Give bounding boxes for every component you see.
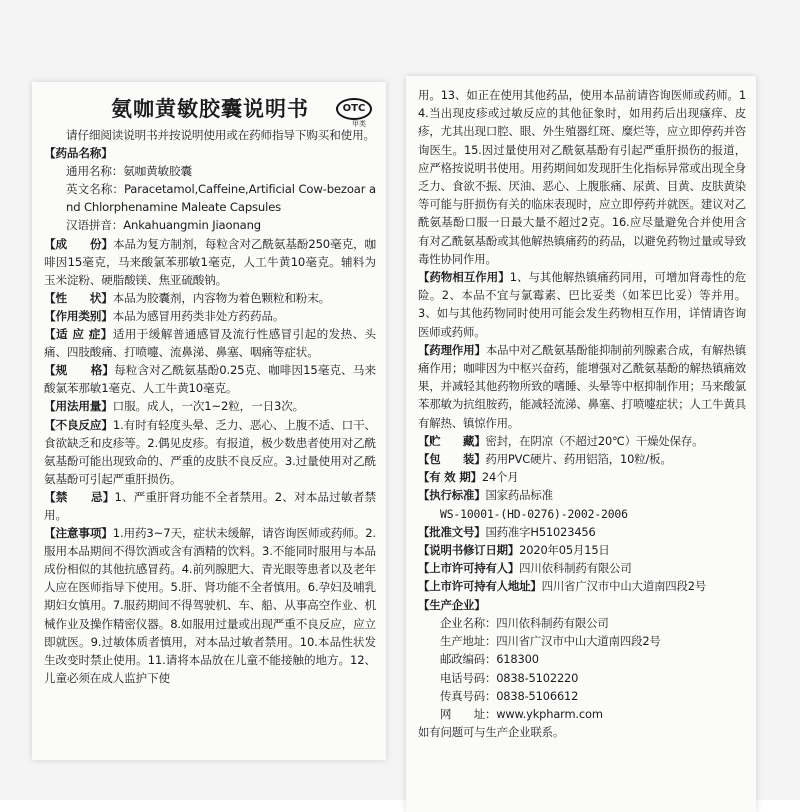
- section-9: [418, 541, 746, 559]
- section-label: 【包 装】: [418, 452, 486, 467]
- section-text: 24个月: [481, 470, 519, 485]
- section-text: 2020年05月15日: [519, 543, 610, 558]
- section-text: 密封，在阴凉（不超过20℃）干燥处保存。: [485, 433, 704, 448]
- section-text: 通用名称：氨咖黄敏胶囊: [66, 164, 192, 179]
- section-text: 如有问题可与生产企业联系。: [418, 725, 565, 740]
- section-text: 网 址：www.ykpharm.com: [440, 706, 603, 721]
- section-label: 【性 状】: [44, 290, 113, 305]
- section-text: 电话号码：0838-5102220: [440, 670, 579, 685]
- section-8: [44, 361, 376, 397]
- section-label: 【药品名称】: [44, 146, 113, 161]
- right-sections: [418, 86, 746, 741]
- section-1: [418, 268, 746, 341]
- section-label: 【用法用量】: [44, 399, 113, 414]
- section-label: 【禁 忌】: [44, 489, 115, 504]
- section-label: 【有 效 期】: [418, 470, 482, 485]
- section-text: 本品为感冒用药类非处方药药品。: [112, 308, 285, 323]
- section-text: 国药准字H51023456: [485, 524, 596, 539]
- section-6: [44, 307, 376, 325]
- section-4: [418, 450, 746, 468]
- section-4: [44, 235, 376, 289]
- section-10: [418, 559, 746, 577]
- section-16: [418, 669, 746, 687]
- section-9: [44, 397, 376, 415]
- section-8: [418, 523, 746, 541]
- section-label: 【生产企业】: [418, 597, 486, 612]
- section-label: 【执行标准】: [418, 488, 486, 503]
- section-text: 1、严重肝肾功能不全者禁用。2、对本品过敏者禁用。: [44, 489, 376, 522]
- section-label: 【药理作用】: [418, 342, 486, 357]
- section-15: [418, 650, 746, 668]
- section-3: [44, 216, 376, 234]
- section-label: 【作用类别】: [44, 308, 113, 323]
- section-14: [418, 632, 746, 650]
- section-11: [44, 488, 376, 524]
- section-text: 本品为胶囊剂，内容物为着色颗粒和粉末。: [112, 290, 331, 305]
- section-text: 适用于缓解普通感冒及流行性感冒引起的发热、头痛、四肢酸痛、打喷嚏、流鼻涕、鼻塞、咽痛等症状。: [44, 327, 377, 360]
- section-6: [418, 486, 746, 504]
- section-2: [44, 180, 376, 216]
- section-10: [44, 416, 376, 488]
- section-text: 口服。成人，一次1~2粒，一日3次。: [112, 399, 305, 414]
- section-text: 1.有时有轻度头晕、乏力、恶心、上腹不适、口干、食欲缺乏和皮疹等。2.偶见皮疹。有报道，极少数患者使用对乙酰氨基酚可能出现致命的、严重的皮肤不良反应。3.过量使用对乙酰氨基酚可引起严重肝损伤。: [44, 417, 376, 486]
- section-12: [418, 596, 746, 614]
- section-text: 国家药品标准: [485, 488, 553, 503]
- section-1: [44, 162, 376, 180]
- otc-badge: OTC: [336, 98, 372, 120]
- section-text: 用。13、如正在使用其他药品，使用本品前请咨询医师或药师。14.当出现皮疹或过敏反应的其他征象时，如用药后出现瘙痒、皮疹，尤其出现口腔、眼、外生殖器红斑、糜烂等，应立即停药并咨询医生。15.因过量使用对乙酰氨基酚有引起严重肝损伤的报道，应严格按说明书使用。用药期间如发现肝生化指标异常或出现全身乏力、食欲不振、厌油、恶心、上腹胀痛、尿黄、目黄、皮肤黄染等可能与肝损伤有关的临床表现时，应立即停药并就医。建议对乙酰氨基酚口服一日最大量不超过2克。16.应尽量避免合并使用含有对乙酰氨基酚或其他解热镇痛药的药品，以避免药物过量或导致毒性协同作用。: [418, 88, 746, 266]
- section-text: 邮政编码：618300: [440, 652, 539, 667]
- section-11: [418, 577, 746, 595]
- left-sections: [44, 144, 376, 687]
- section-text: 本品为复方制剂，每粒含对乙酰氨基酚250毫克，咖啡因15毫克，马来酸氯苯那敏1毫克，人工牛黄10毫克。辅料为玉米淀粉、硬脂酸镁、焦亚硫酸钠。: [44, 236, 377, 287]
- section-text: 本品中对乙酰氨基酚能抑制前列腺素合成，有解热镇痛作用；咖啡因为中枢兴奋药，能增强对乙酰氨基酚的解热镇痛效果，并减轻其他药物所致的嗜睡、头晕等中枢抑制作用；马来酸氯苯那敏为抗组胺药，能减轻流涕、鼻塞、打喷嚏症状；人工牛黄具有解热、镇惊作用。: [418, 342, 746, 430]
- left-page: [32, 82, 386, 760]
- section-2: [418, 341, 746, 432]
- section-text: 四川依科制药有限公司: [519, 561, 632, 576]
- section-text: 企业名称：四川依科制药有限公司: [440, 615, 609, 630]
- section-text: 英文名称：Paracetamol,Caffeine,Artificial Cow-bezoar and Chlorphenamine Maleate Capsules: [66, 182, 376, 215]
- section-text: 1、与其他解热镇痛药同用，可增加肾毒性的危险。2、本品不宜与氯霉素、巴比妥类（如苯巴比妥）等并用。3、如与其他药物同时使用可能会发生药物相互作用，详情请咨询医师或药师。: [418, 270, 746, 339]
- section-0: [44, 144, 376, 162]
- section-label: 【上市许可持有人地址】: [418, 579, 542, 594]
- title-row: [44, 92, 376, 126]
- section-text: 药用PVC硬片、药用铝箔，10粒/板。: [485, 452, 672, 467]
- document-title: 氨咖黄敏胶囊说明书: [111, 97, 309, 121]
- section-text: WS-10001-(HD-0276)-2002-2006: [440, 506, 628, 521]
- section-text: 每粒含对乙酰氨基酚0.25克、咖啡因15毫克、马来酸氯苯那敏1毫克、人工牛黄10毫克。: [44, 363, 376, 396]
- section-7: [418, 505, 746, 523]
- section-label: 【成 份】: [44, 236, 113, 251]
- section-0: [418, 86, 746, 268]
- section-text: 四川省广汉市中山大道南四段2号: [541, 579, 707, 594]
- section-text: 汉语拼音：Ankahuangmin Jiaonang: [66, 218, 262, 233]
- section-text: 1.用药3~7天，症状未缓解，请咨询医师或药师。2.服用本品期间不得饮酒或含有酒精的饮料。3.不能同时服用与本品成份相似的其他抗感冒药。4.前列腺肥大、青光眼等患者以及老年人应在医师指导下使用。5.肝、肾功能不全者慎用。6.孕妇及哺乳期妇女慎用。7.服药期间不得驾驶机、车、船、从事高空作业、机械作业及操作精密仪器。8.如服用过量或出现严重不良反应，应立即就医。9.过敏体质者慎用，对本品过敏者禁用。10.本品性状发生改变时禁止使用。11.请将本品放在儿童不能接触的地方。12、儿童必须在成人监护下使: [44, 526, 376, 685]
- section-label: 【说明书修订日期】: [418, 543, 520, 558]
- section-5: [44, 289, 376, 307]
- section-3: [418, 432, 746, 450]
- section-label: 【注意事项】: [44, 526, 113, 541]
- section-label: 【规 格】: [44, 363, 115, 378]
- section-7: [44, 325, 376, 361]
- section-17: [418, 687, 746, 705]
- right-page: [406, 76, 756, 812]
- section-text: 生产地址：四川省广汉市中山大道南四段2号: [440, 634, 661, 649]
- section-text: 传真号码：0838-5106612: [440, 688, 579, 703]
- section-label: 【上市许可持有人】: [418, 561, 520, 576]
- intro-text: 请仔细阅读说明书并按说明使用或在药师指导下购买和使用。: [66, 128, 375, 142]
- section-label: 【不良反应】: [44, 417, 113, 432]
- section-label: 【药物相互作用】: [418, 270, 510, 285]
- section-label: 【批准文号】: [418, 524, 486, 539]
- section-5: [418, 468, 746, 486]
- section-label: 【适 应 症】: [44, 327, 113, 342]
- section-18: [418, 705, 746, 723]
- otc-category: 甲类: [352, 120, 366, 128]
- section-12: [44, 524, 376, 687]
- section-label: 【贮 藏】: [418, 433, 486, 448]
- section-13: [418, 614, 746, 632]
- section-19: [418, 723, 746, 741]
